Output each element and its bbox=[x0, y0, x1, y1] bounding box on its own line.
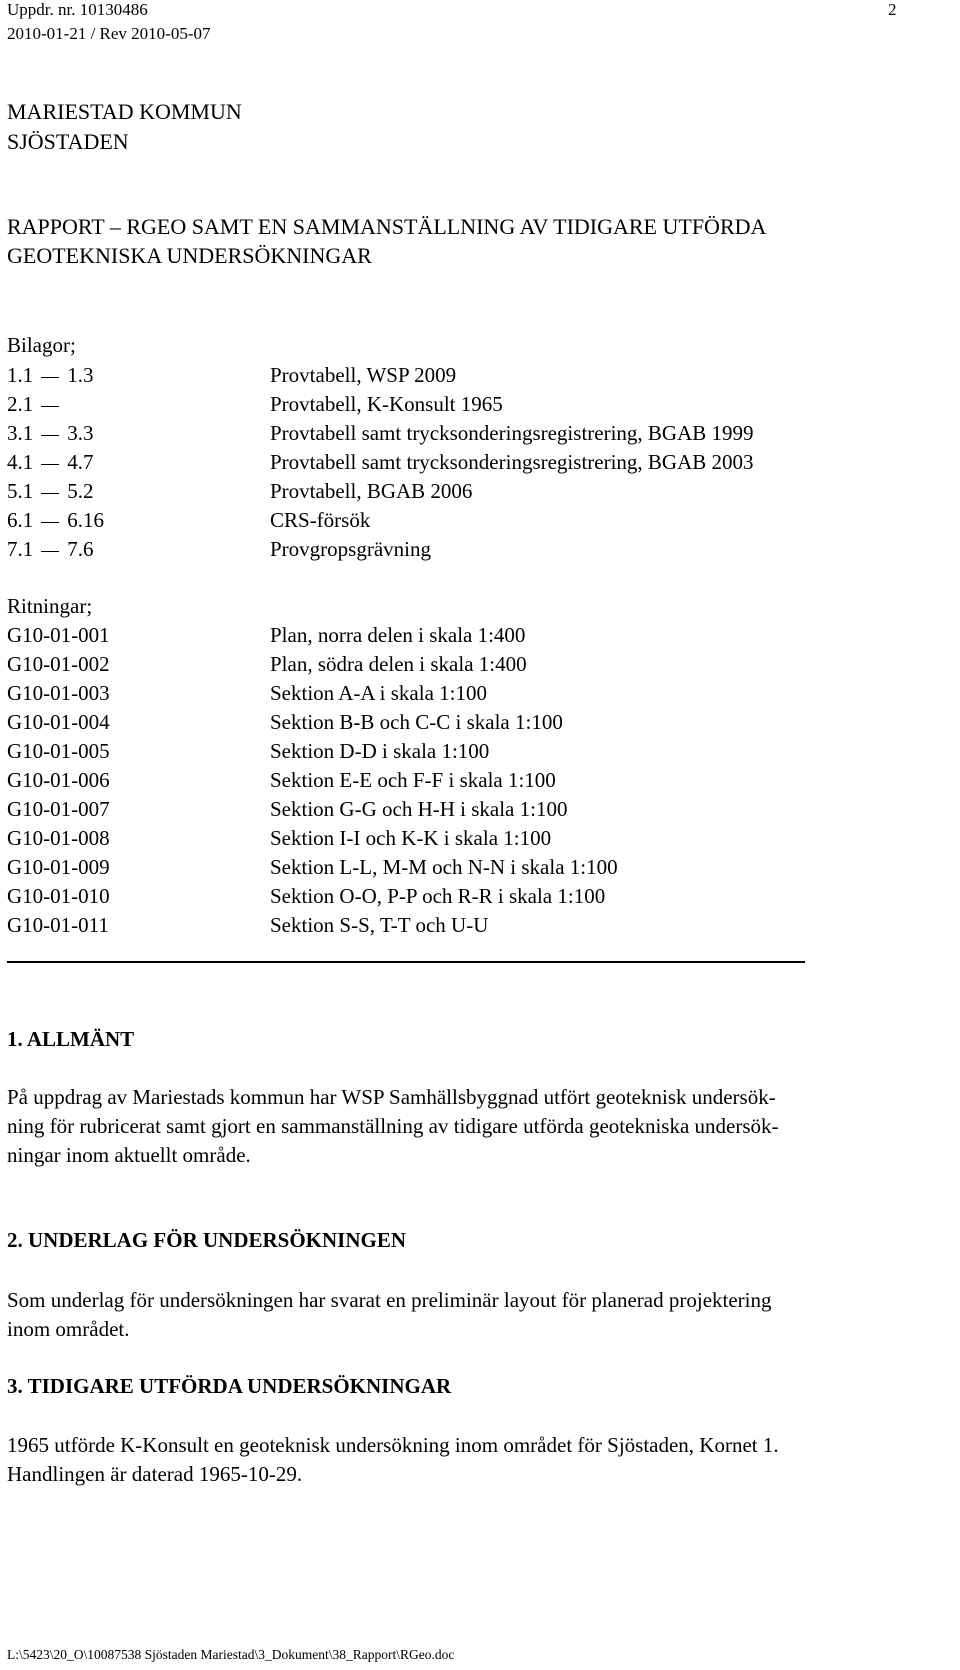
range-dash bbox=[41, 464, 59, 465]
ritning-description: Sektion B-B och C-C i skala 1:100 bbox=[270, 710, 563, 734]
ritning-description: Sektion E-E och F-F i skala 1:100 bbox=[270, 768, 556, 792]
ritning-code: G10-01-011 bbox=[7, 913, 109, 937]
section-2-line-2: inom området. bbox=[7, 1317, 130, 1341]
bilaga-number bbox=[7, 477, 94, 506]
section-divider bbox=[7, 961, 805, 963]
range-dash bbox=[41, 435, 59, 436]
bilaga-description: Provtabell, BGAB 2006 bbox=[270, 479, 473, 503]
ritning-row bbox=[7, 621, 907, 650]
ritning-code: G10-01-008 bbox=[7, 826, 110, 850]
bilaga-description: Provtabell samt trycksonderingsregistrering, BGAB 1999 bbox=[270, 421, 754, 445]
bilaga-from: 5.1 bbox=[7, 479, 34, 503]
bilaga-row bbox=[7, 506, 907, 535]
ritning-code: G10-01-005 bbox=[7, 739, 110, 763]
bilaga-to: 3.3 bbox=[67, 421, 94, 445]
section-1-line-2: ning för rubricerat samt gjort en sammanställning av tidigare utförda geotekniska undersök- bbox=[7, 1114, 779, 1138]
ritning-row bbox=[7, 911, 907, 940]
section-2-line-1: Som underlag för undersökningen har svarat en preliminär layout för planerad projektering bbox=[7, 1288, 772, 1312]
section-3-line-2: Handlingen är daterad 1965-10-29. bbox=[7, 1462, 303, 1486]
bilaga-from: 2.1 bbox=[7, 392, 34, 416]
ritning-row bbox=[7, 708, 907, 737]
ritning-row bbox=[7, 766, 907, 795]
ritning-description: Sektion G-G och H-H i skala 1:100 bbox=[270, 797, 568, 821]
range-dash bbox=[41, 406, 59, 407]
ritning-row bbox=[7, 853, 907, 882]
range-dash bbox=[41, 522, 59, 523]
bilaga-number bbox=[7, 419, 94, 448]
order-number: Uppdr. nr. 10130486 bbox=[7, 0, 148, 19]
bilaga-description: Provgropsgrävning bbox=[270, 537, 431, 561]
section-2-heading: 2. UNDERLAG FÖR UNDERSÖKNINGEN bbox=[7, 1228, 407, 1252]
bilaga-number bbox=[7, 361, 94, 390]
range-dash bbox=[41, 551, 59, 552]
ritning-code: G10-01-009 bbox=[7, 855, 110, 879]
ritning-code: G10-01-003 bbox=[7, 681, 110, 705]
section-3-line-1: 1965 utförde K-Konsult en geoteknisk undersökning inom området för Sjöstaden, Kornet 1. bbox=[7, 1433, 779, 1457]
ritning-code: G10-01-004 bbox=[7, 710, 110, 734]
ritning-description: Sektion L-L, M-M och N-N i skala 1:100 bbox=[270, 855, 618, 879]
ritning-description: Plan, norra delen i skala 1:400 bbox=[270, 623, 526, 647]
ritning-code: G10-01-006 bbox=[7, 768, 110, 792]
date-revision: 2010-01-21 / Rev 2010-05-07 bbox=[7, 24, 211, 43]
bilaga-number bbox=[7, 506, 104, 535]
project-name: SJÖSTADEN bbox=[7, 129, 129, 154]
ritning-description: Sektion O-O, P-P och R-R i skala 1:100 bbox=[270, 884, 606, 908]
ritning-code: G10-01-007 bbox=[7, 797, 110, 821]
ritning-description: Sektion I-I och K-K i skala 1:100 bbox=[270, 826, 552, 850]
bilaga-from: 7.1 bbox=[7, 537, 34, 561]
client-name: MARIESTAD KOMMUN bbox=[7, 99, 242, 124]
page-number: 2 bbox=[888, 0, 897, 19]
ritning-row bbox=[7, 795, 907, 824]
ritning-row bbox=[7, 737, 907, 766]
report-title-line2: GEOTEKNISKA UNDERSÖKNINGAR bbox=[7, 243, 372, 268]
bilaga-number bbox=[7, 448, 94, 477]
bilaga-description: Provtabell samt trycksonderingsregistrering, BGAB 2003 bbox=[270, 450, 754, 474]
ritning-description: Sektion A-A i skala 1:100 bbox=[270, 681, 487, 705]
report-title-line1: RAPPORT – RGEO SAMT EN SAMMANSTÄLLNING AV TIDIGARE UTFÖRDA bbox=[7, 214, 767, 239]
bilaga-to: 4.7 bbox=[67, 450, 94, 474]
bilaga-row bbox=[7, 448, 907, 477]
ritning-code: G10-01-010 bbox=[7, 884, 110, 908]
bilaga-description: Provtabell, WSP 2009 bbox=[270, 363, 457, 387]
ritning-description: Sektion S-S, T-T och U-U bbox=[270, 913, 489, 937]
footer-file-path: L:\5423\20_O\10087538 Sjöstaden Mariestad\3_Dokument\38_Rapport\RGeo.doc bbox=[7, 1647, 455, 1662]
section-3-heading: 3. TIDIGARE UTFÖRDA UNDERSÖKNINGAR bbox=[7, 1374, 452, 1398]
ritning-description: Plan, södra delen i skala 1:400 bbox=[270, 652, 527, 676]
ritning-row bbox=[7, 679, 907, 708]
bilaga-row bbox=[7, 535, 907, 564]
bilaga-number bbox=[7, 535, 94, 564]
section-1-heading: 1. ALLMÄNT bbox=[7, 1027, 135, 1051]
bilaga-row bbox=[7, 361, 907, 390]
ritning-code: G10-01-001 bbox=[7, 623, 110, 647]
bilagor-heading: Bilagor; bbox=[7, 333, 76, 357]
ritningar-heading: Ritningar; bbox=[7, 594, 93, 618]
ritning-row bbox=[7, 824, 907, 853]
bilaga-description: Provtabell, K-Konsult 1965 bbox=[270, 392, 503, 416]
section-1-line-3: ningar inom aktuellt område. bbox=[7, 1143, 251, 1167]
range-dash bbox=[41, 493, 59, 494]
ritning-code: G10-01-002 bbox=[7, 652, 110, 676]
bilaga-from: 4.1 bbox=[7, 450, 34, 474]
bilaga-to: 5.2 bbox=[67, 479, 94, 503]
ritning-row bbox=[7, 882, 907, 911]
ritning-row bbox=[7, 650, 907, 679]
bilaga-from: 3.1 bbox=[7, 421, 34, 445]
bilaga-from: 1.1 bbox=[7, 363, 34, 387]
bilaga-to: 1.3 bbox=[67, 363, 94, 387]
bilaga-description: CRS-försök bbox=[270, 508, 371, 532]
bilaga-number bbox=[7, 390, 67, 419]
ritning-description: Sektion D-D i skala 1:100 bbox=[270, 739, 490, 763]
bilaga-row bbox=[7, 419, 907, 448]
range-dash bbox=[41, 377, 59, 378]
bilaga-row bbox=[7, 390, 907, 419]
bilaga-row bbox=[7, 477, 907, 506]
bilaga-to: 6.16 bbox=[67, 508, 104, 532]
bilaga-from: 6.1 bbox=[7, 508, 34, 532]
section-1-line-1: På uppdrag av Mariestads kommun har WSP Samhällsbyggnad utfört geoteknisk undersök- bbox=[7, 1085, 776, 1109]
bilaga-to: 7.6 bbox=[67, 537, 94, 561]
